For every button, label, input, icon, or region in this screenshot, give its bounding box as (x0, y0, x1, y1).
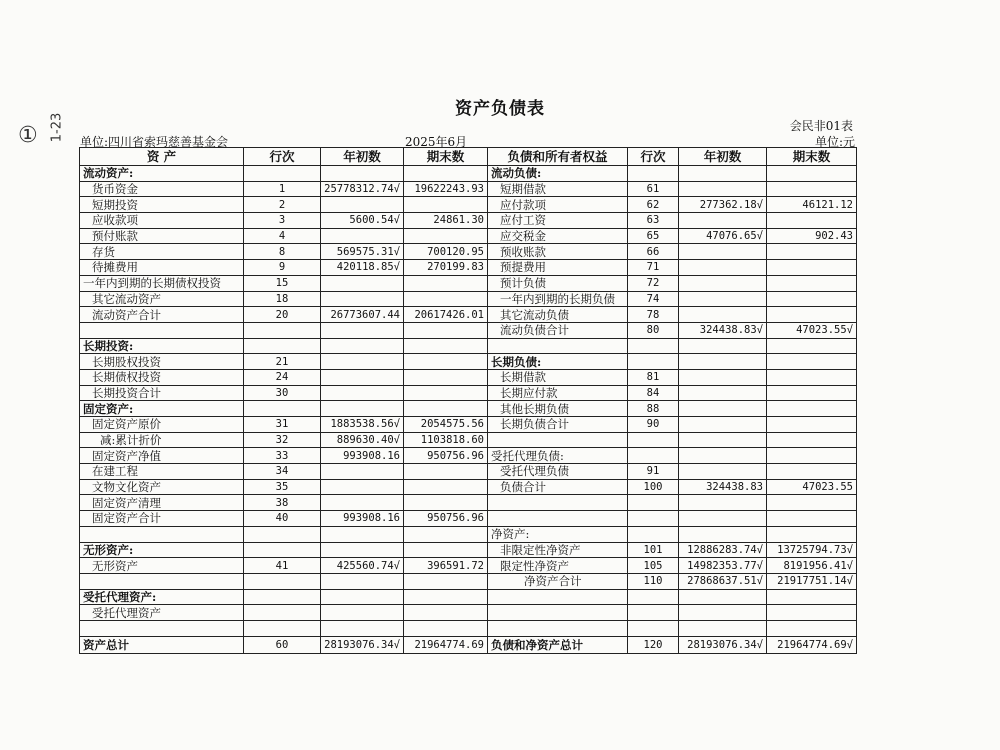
asset-beginning-value (321, 464, 404, 480)
asset-ending-value (404, 526, 488, 542)
liability-beginning-value (679, 166, 767, 182)
liability-beginning-value: 324438.83√ (679, 322, 767, 338)
liability-beginning-value (679, 260, 767, 276)
liability-line-no: 71 (628, 260, 679, 276)
liability-ending-value (767, 589, 857, 605)
liability-beginning-value: 14982353.77√ (679, 558, 767, 574)
asset-line-no: 9 (244, 260, 321, 276)
asset-beginning-value (321, 166, 404, 182)
table-row (80, 448, 857, 464)
asset-beginning-value (321, 605, 404, 621)
liability-beginning-value (679, 620, 767, 636)
liability-beginning-value (679, 589, 767, 605)
liability-ending-value (767, 448, 857, 464)
liability-line-no: 91 (628, 464, 679, 480)
asset-ending-value: 700120.95 (404, 244, 488, 260)
asset-name: 固定资产清理 (80, 495, 244, 511)
margin-circle-mark: ① (18, 123, 38, 148)
liability-name (488, 432, 628, 448)
liability-line-no: 78 (628, 307, 679, 323)
liability-name (488, 511, 628, 527)
asset-ending-value: 270199.83 (404, 260, 488, 276)
liability-name: 净资产合计 (488, 573, 628, 589)
asset-name: 存货 (80, 244, 244, 260)
table-row (80, 526, 857, 542)
asset-line-no: 18 (244, 291, 321, 307)
liability-beginning-value (679, 432, 767, 448)
asset-line-no: 2 (244, 197, 321, 213)
liability-line-no (628, 495, 679, 511)
liability-name: 其他长期负债 (488, 401, 628, 417)
table-row (80, 589, 857, 605)
asset-ending-value (404, 354, 488, 370)
asset-name: 无形资产 (80, 558, 244, 574)
asset-line-no: 33 (244, 448, 321, 464)
asset-name: 应收款项 (80, 213, 244, 229)
liability-name (488, 338, 628, 354)
liability-name: 长期负债合计 (488, 417, 628, 433)
liability-ending-value: 902.43 (767, 228, 857, 244)
asset-ending-value (404, 495, 488, 511)
asset-line-no: 31 (244, 417, 321, 433)
header-line-no: 行次 (244, 148, 321, 166)
header-beginning: 年初数 (321, 148, 404, 166)
liability-ending-value (767, 291, 857, 307)
balance-sheet-table (79, 147, 857, 654)
table-row (80, 479, 857, 495)
asset-ending-value (404, 275, 488, 291)
liability-name: 一年内到期的长期负债 (488, 291, 628, 307)
header-ending: 期末数 (404, 148, 488, 166)
liability-line-no: 100 (628, 479, 679, 495)
asset-line-no: 30 (244, 385, 321, 401)
form-code: 会民非01表 (789, 119, 853, 133)
asset-ending-value (404, 620, 488, 636)
liability-ending-value: 13725794.73√ (767, 542, 857, 558)
asset-line-no: 40 (244, 511, 321, 527)
table-row (80, 401, 857, 417)
liability-ending-value (767, 275, 857, 291)
organization-label: 单位:四川省索玛慈善基金会 (80, 135, 229, 149)
liability-beginning-value: 27868637.51√ (679, 573, 767, 589)
asset-ending-value: 19622243.93 (404, 181, 488, 197)
liability-ending-value: 47023.55√ (767, 322, 857, 338)
asset-line-no: 8 (244, 244, 321, 260)
liability-ending-value (767, 620, 857, 636)
asset-line-no: 1 (244, 181, 321, 197)
asset-name (80, 573, 244, 589)
currency-unit: 单位:元 (814, 135, 855, 149)
liability-line-no (628, 526, 679, 542)
asset-name: 一年内到期的长期债权投资 (80, 275, 244, 291)
liability-ending-value (767, 307, 857, 323)
header-line-no: 行次 (628, 148, 679, 166)
liability-name: 短期借款 (488, 181, 628, 197)
asset-line-no: 60 (244, 636, 321, 653)
asset-ending-value: 1103818.60 (404, 432, 488, 448)
asset-ending-value: 950756.96 (404, 448, 488, 464)
asset-beginning-value: 569575.31√ (321, 244, 404, 260)
liability-ending-value (767, 385, 857, 401)
liability-line-no (628, 448, 679, 464)
asset-ending-value: 21964774.69 (404, 636, 488, 653)
liability-line-no: 84 (628, 385, 679, 401)
liability-line-no: 61 (628, 181, 679, 197)
liability-line-no: 72 (628, 275, 679, 291)
asset-ending-value (404, 401, 488, 417)
table-row (80, 197, 857, 213)
liability-name: 应付款项 (488, 197, 628, 213)
liability-name: 负债合计 (488, 479, 628, 495)
liability-beginning-value (679, 244, 767, 260)
asset-line-no (244, 620, 321, 636)
asset-name: 待摊费用 (80, 260, 244, 276)
asset-beginning-value: 25778312.74√ (321, 181, 404, 197)
asset-beginning-value (321, 385, 404, 401)
table-row (80, 228, 857, 244)
asset-beginning-value: 420118.85√ (321, 260, 404, 276)
liability-beginning-value (679, 385, 767, 401)
liability-ending-value (767, 417, 857, 433)
asset-ending-value: 950756.96 (404, 511, 488, 527)
asset-ending-value (404, 542, 488, 558)
liability-line-no (628, 166, 679, 182)
liability-beginning-value (679, 181, 767, 197)
asset-ending-value (404, 166, 488, 182)
asset-ending-value (404, 385, 488, 401)
liability-line-no: 81 (628, 369, 679, 385)
liability-line-no: 90 (628, 417, 679, 433)
table-row (80, 369, 857, 385)
asset-beginning-value (321, 338, 404, 354)
table-row (80, 354, 857, 370)
asset-name: 短期投资 (80, 197, 244, 213)
table-row (80, 181, 857, 197)
asset-name: 受托代理资产 (80, 605, 244, 621)
liability-beginning-value: 277362.18√ (679, 197, 767, 213)
asset-line-no: 15 (244, 275, 321, 291)
liability-beginning-value: 28193076.34√ (679, 636, 767, 653)
asset-name: 固定资产净值 (80, 448, 244, 464)
asset-beginning-value (321, 369, 404, 385)
report-period: 2025年6月 (405, 135, 468, 149)
asset-ending-value (404, 464, 488, 480)
liability-line-no (628, 605, 679, 621)
liability-beginning-value (679, 464, 767, 480)
asset-line-no: 35 (244, 479, 321, 495)
table-row (80, 322, 857, 338)
asset-ending-value (404, 322, 488, 338)
asset-beginning-value (321, 573, 404, 589)
liability-beginning-value (679, 511, 767, 527)
asset-name: 固定资产合计 (80, 511, 244, 527)
asset-beginning-value: 993908.16 (321, 448, 404, 464)
table-row (80, 573, 857, 589)
asset-name: 长期投资合计 (80, 385, 244, 401)
liability-beginning-value (679, 495, 767, 511)
liability-line-no (628, 354, 679, 370)
liability-ending-value (767, 181, 857, 197)
table-header-row (80, 148, 857, 166)
asset-ending-value (404, 291, 488, 307)
asset-beginning-value (321, 620, 404, 636)
liability-ending-value: 46121.12 (767, 197, 857, 213)
asset-beginning-value (321, 322, 404, 338)
asset-ending-value (404, 479, 488, 495)
asset-line-no: 21 (244, 354, 321, 370)
liability-line-no: 62 (628, 197, 679, 213)
liability-line-no: 63 (628, 213, 679, 229)
liability-beginning-value (679, 369, 767, 385)
liability-beginning-value (679, 448, 767, 464)
asset-name: 其它流动资产 (80, 291, 244, 307)
liability-beginning-value (679, 275, 767, 291)
asset-ending-value: 24861.30 (404, 213, 488, 229)
table-row (80, 417, 857, 433)
asset-line-no: 24 (244, 369, 321, 385)
asset-name: 长期债权投资 (80, 369, 244, 385)
liability-name: 长期应付款 (488, 385, 628, 401)
table-row (80, 495, 857, 511)
liability-name (488, 620, 628, 636)
asset-name: 无形资产: (80, 542, 244, 558)
liability-line-no: 80 (628, 322, 679, 338)
liability-beginning-value (679, 307, 767, 323)
asset-beginning-value: 425560.74√ (321, 558, 404, 574)
liability-name: 预收账款 (488, 244, 628, 260)
asset-beginning-value (321, 542, 404, 558)
liability-name: 受托代理负债: (488, 448, 628, 464)
liability-line-no (628, 338, 679, 354)
liability-ending-value: 8191956.41√ (767, 558, 857, 574)
asset-line-no: 4 (244, 228, 321, 244)
liability-beginning-value (679, 401, 767, 417)
liability-name: 负债和净资产总计 (488, 636, 628, 653)
asset-name: 流动资产合计 (80, 307, 244, 323)
liability-name: 净资产: (488, 526, 628, 542)
liability-ending-value (767, 354, 857, 370)
asset-ending-value (404, 605, 488, 621)
asset-line-no (244, 573, 321, 589)
asset-name: 预付账款 (80, 228, 244, 244)
liability-name: 非限定性净资产 (488, 542, 628, 558)
table-row (80, 260, 857, 276)
asset-beginning-value: 5600.54√ (321, 213, 404, 229)
asset-line-no (244, 338, 321, 354)
asset-line-no: 34 (244, 464, 321, 480)
liability-name: 流动负债合计 (488, 322, 628, 338)
table-row (80, 275, 857, 291)
header-ending: 期末数 (767, 148, 857, 166)
liability-name: 受托代理负债 (488, 464, 628, 480)
liability-line-no (628, 589, 679, 605)
liability-name: 长期借款 (488, 369, 628, 385)
asset-line-no (244, 605, 321, 621)
liability-ending-value (767, 464, 857, 480)
asset-beginning-value (321, 479, 404, 495)
asset-ending-value (404, 573, 488, 589)
table-row (80, 636, 857, 653)
liability-ending-value (767, 605, 857, 621)
liability-ending-value: 47023.55 (767, 479, 857, 495)
asset-beginning-value: 1883538.56√ (321, 417, 404, 433)
asset-ending-value (404, 338, 488, 354)
asset-ending-value (404, 197, 488, 213)
liability-ending-value (767, 369, 857, 385)
table-row (80, 338, 857, 354)
liability-name: 限定性净资产 (488, 558, 628, 574)
liability-line-no (628, 511, 679, 527)
liability-line-no: 105 (628, 558, 679, 574)
asset-line-no (244, 542, 321, 558)
asset-name: 长期股权投资 (80, 354, 244, 370)
liability-ending-value: 21964774.69√ (767, 636, 857, 653)
table-row (80, 244, 857, 260)
asset-line-no: 41 (244, 558, 321, 574)
asset-beginning-value (321, 228, 404, 244)
asset-beginning-value (321, 589, 404, 605)
asset-line-no (244, 166, 321, 182)
liability-beginning-value (679, 338, 767, 354)
asset-line-no (244, 322, 321, 338)
margin-page-mark: 1-23 (49, 112, 65, 143)
table-row (80, 605, 857, 621)
table-row (80, 385, 857, 401)
asset-beginning-value (321, 275, 404, 291)
liability-name: 预提费用 (488, 260, 628, 276)
liability-line-no: 66 (628, 244, 679, 260)
asset-name: 长期投资: (80, 338, 244, 354)
liability-line-no (628, 620, 679, 636)
asset-name (80, 620, 244, 636)
asset-name: 流动资产: (80, 166, 244, 182)
liability-beginning-value: 324438.83 (679, 479, 767, 495)
liability-beginning-value (679, 526, 767, 542)
liability-beginning-value (679, 213, 767, 229)
liability-ending-value (767, 495, 857, 511)
asset-name: 资产总计 (80, 636, 244, 653)
asset-beginning-value (321, 197, 404, 213)
table-row (80, 620, 857, 636)
table-row (80, 432, 857, 448)
liability-line-no: 88 (628, 401, 679, 417)
asset-name: 固定资产原价 (80, 417, 244, 433)
asset-ending-value: 20617426.01 (404, 307, 488, 323)
liability-line-no (628, 432, 679, 448)
liability-line-no: 65 (628, 228, 679, 244)
asset-beginning-value (321, 291, 404, 307)
liability-name: 预计负债 (488, 275, 628, 291)
asset-name (80, 526, 244, 542)
asset-beginning-value: 889630.40√ (321, 432, 404, 448)
liability-name (488, 495, 628, 511)
table-row (80, 213, 857, 229)
asset-ending-value (404, 369, 488, 385)
liability-ending-value: 21917751.14√ (767, 573, 857, 589)
liability-name (488, 605, 628, 621)
liability-name: 应付工资 (488, 213, 628, 229)
liability-line-no: 74 (628, 291, 679, 307)
liability-ending-value (767, 166, 857, 182)
header-beginning: 年初数 (679, 148, 767, 166)
liability-beginning-value (679, 291, 767, 307)
asset-line-no (244, 526, 321, 542)
liability-name: 其它流动负债 (488, 307, 628, 323)
asset-beginning-value (321, 495, 404, 511)
asset-line-no: 38 (244, 495, 321, 511)
asset-name: 在建工程 (80, 464, 244, 480)
asset-beginning-value (321, 354, 404, 370)
asset-line-no: 3 (244, 213, 321, 229)
table-row (80, 307, 857, 323)
asset-beginning-value: 28193076.34√ (321, 636, 404, 653)
liability-name (488, 589, 628, 605)
asset-line-no: 20 (244, 307, 321, 323)
asset-ending-value (404, 589, 488, 605)
liability-ending-value (767, 401, 857, 417)
liability-ending-value (767, 213, 857, 229)
asset-ending-value: 396591.72 (404, 558, 488, 574)
liability-line-no: 101 (628, 542, 679, 558)
asset-name: 固定资产: (80, 401, 244, 417)
header-liabilities: 负债和所有者权益 (488, 148, 628, 166)
liability-name: 长期负债: (488, 354, 628, 370)
header-assets: 资 产 (80, 148, 244, 166)
liability-beginning-value (679, 605, 767, 621)
liability-line-no: 120 (628, 636, 679, 653)
asset-beginning-value: 26773607.44 (321, 307, 404, 323)
asset-name: 受托代理资产: (80, 589, 244, 605)
table-body (80, 166, 857, 654)
liability-ending-value (767, 338, 857, 354)
liability-ending-value (767, 244, 857, 260)
table-row (80, 542, 857, 558)
asset-line-no (244, 589, 321, 605)
asset-beginning-value (321, 526, 404, 542)
liability-beginning-value (679, 354, 767, 370)
table-row (80, 464, 857, 480)
table-row (80, 558, 857, 574)
asset-beginning-value (321, 401, 404, 417)
asset-name: 文物文化资产 (80, 479, 244, 495)
table-row (80, 166, 857, 182)
asset-ending-value: 2054575.56 (404, 417, 488, 433)
liability-ending-value (767, 260, 857, 276)
liability-name: 流动负债: (488, 166, 628, 182)
liability-name: 应交税金 (488, 228, 628, 244)
liability-ending-value (767, 526, 857, 542)
asset-ending-value (404, 228, 488, 244)
asset-name: 货币资金 (80, 181, 244, 197)
asset-line-no: 32 (244, 432, 321, 448)
asset-name: 减:累计折价 (80, 432, 244, 448)
asset-name (80, 322, 244, 338)
asset-beginning-value: 993908.16 (321, 511, 404, 527)
liability-beginning-value: 12886283.74√ (679, 542, 767, 558)
asset-line-no (244, 401, 321, 417)
liability-ending-value (767, 432, 857, 448)
liability-ending-value (767, 511, 857, 527)
liability-line-no: 110 (628, 573, 679, 589)
liability-beginning-value: 47076.65√ (679, 228, 767, 244)
liability-beginning-value (679, 417, 767, 433)
table-row (80, 291, 857, 307)
table-row (80, 511, 857, 527)
page-title: 资产负债表 (455, 99, 545, 119)
